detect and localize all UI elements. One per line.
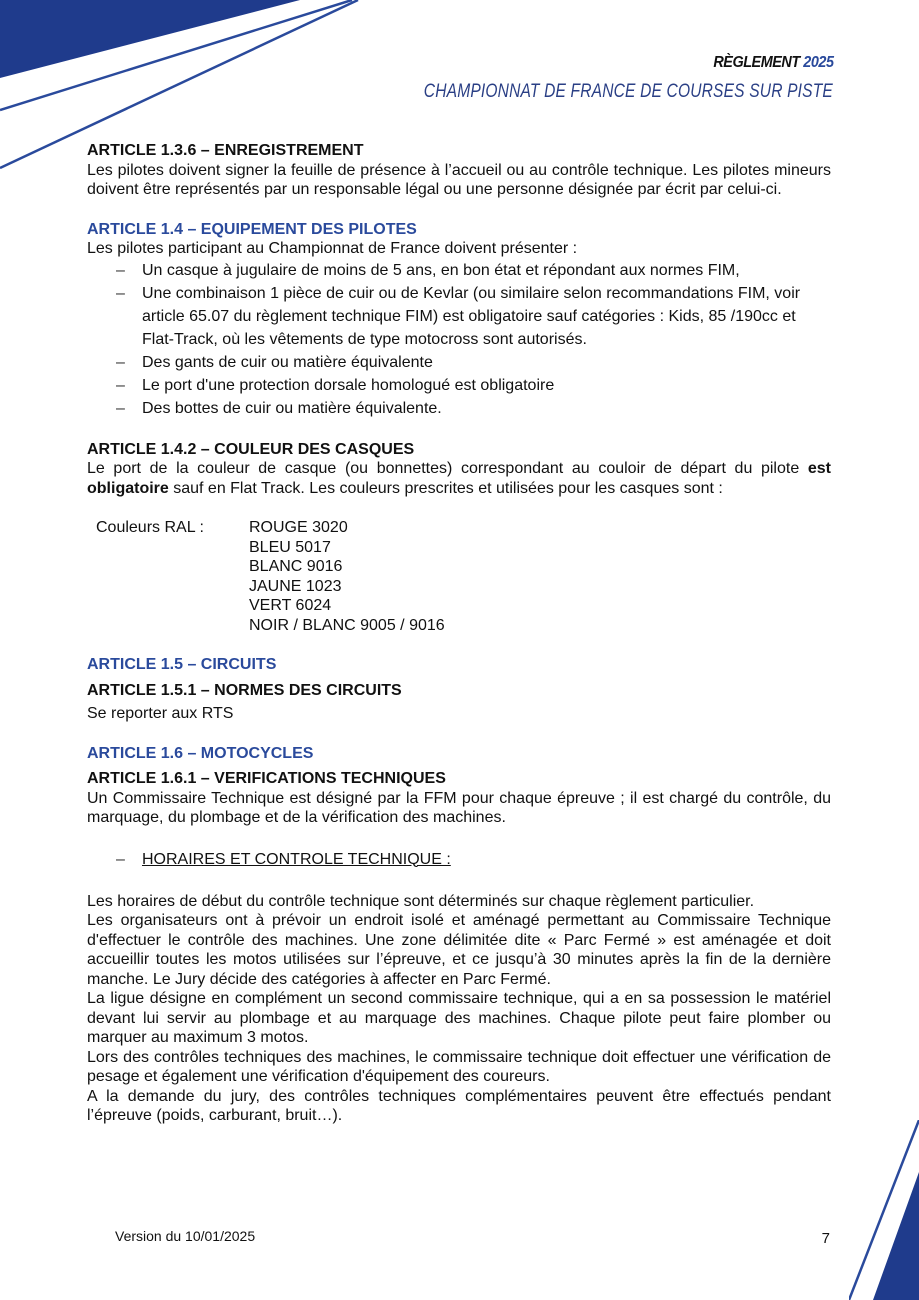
ral-value: BLEU 5017 (249, 538, 331, 556)
list-item: – Des gants de cuir ou matière équivalente (142, 351, 831, 374)
ral-value: VERT 6024 (249, 597, 332, 614)
paragraph: A la demande du jury, des contrôles techniques complémentaires peuvent être effectués pendant l’épreuve (poids, carburant, bruit…). (87, 1087, 831, 1124)
list-item: – Une combinaison 1 pièce de cuir ou de Kevlar (ou similaire selon recommandations FIM, voir article 65.07 du règlement technique FIM) est obligatoire sauf catégories : Kids, 85 /190cc et Flat-Track, où les vêtements de type motocross sont autorisés. (142, 282, 831, 351)
ral-values (249, 518, 445, 635)
ral-label: Couleurs RAL : (96, 519, 204, 536)
article-1-5-title: ARTICLE 1.5 – CIRCUITS (87, 656, 277, 673)
article-1-3-6-text: Les pilotes doivent signer la feuille de présence à l’accueil ou au contrôle technique. Les pilotes mineurs doivent être représentés par un responsable légal ou une personne désignée par écrit par celui-ci. (87, 161, 831, 198)
ral-value: BLANC 9016 (249, 558, 343, 575)
ral-value: ROUGE 3020 (249, 519, 348, 536)
header-subtitle: CHAMPIONNAT DE FRANCE DE COURSES SUR PISTE (423, 81, 833, 102)
text-segment: sauf en Flat Track. Les couleurs prescrites et utilisées pour les casques sont : (168, 479, 723, 497)
article-1-5-1-text: Se reporter aux RTS (87, 705, 234, 722)
text-emphasis: est obligatoire (87, 460, 831, 497)
list-item (142, 848, 831, 871)
horaires-heading: HORAIRES ET CONTROLE TECHNIQUE : (142, 850, 451, 868)
equipment-list (87, 259, 831, 420)
article-1-6-title: ARTICLE 1.6 – MOTOCYCLES (87, 744, 314, 762)
article-1-6-1-text: Un Commissaire Technique est désigné par la FFM pour chaque épreuve ; il est chargé du contrôle, du marquage, du plombage et de la vérification des machines. (87, 789, 831, 826)
article-1-6-1-title: ARTICLE 1.6.1 – VERIFICATIONS TECHNIQUES (87, 770, 446, 787)
list-item: – Des bottes de cuir ou matière équivalente. (142, 397, 831, 420)
article-1-4-2-text (87, 459, 831, 498)
article-1-5-1-title: ARTICLE 1.5.1 – NORMES DES CIRCUITS (87, 681, 402, 699)
header-title-year: 2025 (802, 54, 833, 71)
ral-value: JAUNE 1023 (249, 577, 342, 595)
footer-decoration (849, 1120, 919, 1300)
ral-colors (96, 518, 831, 635)
article-1-3-6-title: ARTICLE 1.3.6 – ENREGISTREMENT (87, 142, 364, 159)
paragraph: Les organisateurs ont à prévoir un endroit isolé et aménagé permettant au Commissaire Technique d'effectuer le contrôle des machines. Une zone délimitée dite « Parc Fermé » est aménagée et doit accueillir toutes les motos utilisées sur l’épreuve, et ce jusqu’à 30 minutes après la fin de la dernière manche. Le Jury décide des catégories à affecter en Parc Fermé. (87, 912, 831, 988)
footer-version: Version du 10/01/2025 (115, 1228, 256, 1244)
horaires-list (87, 848, 831, 871)
paragraph: Lors des contrôles techniques des machines, le commissaire technique doit effectuer une vérification de pesage et également une vérification d'équipement des coureurs. (87, 1048, 831, 1085)
header-title-main: RÈGLEMENT (712, 54, 800, 71)
ral-value: NOIR / BLANC 9005 / 9016 (249, 616, 445, 634)
paragraph: Les horaires de début du contrôle technique sont déterminés sur chaque règlement particulier. (87, 892, 755, 910)
article-1-4-title: ARTICLE 1.4 – EQUIPEMENT DES PILOTES (87, 220, 417, 238)
header-title (713, 53, 833, 73)
list-item: – Le port d'une protection dorsale homologué est obligatoire (142, 374, 831, 397)
paragraph: La ligue désigne en complément un second commissaire technique, qui a en sa possession le matériel devant lui servir au plombage et au marquage des machines. Chaque pilote peut faire plomber ou marquer au maximum 3 motos. (87, 990, 831, 1046)
page-content (87, 141, 831, 1126)
article-1-4-2-title: ARTICLE 1.4.2 – COULEUR DES CASQUES (87, 440, 415, 458)
list-item: – Un casque à jugulaire de moins de 5 ans, en bon état et répondant aux normes FIM, (142, 259, 831, 282)
text-segment: Le port de la couleur de casque (ou bonnettes) correspondant au couloir de départ du pilote (87, 460, 808, 477)
page-number: 7 (821, 1230, 830, 1247)
article-1-4-intro: Les pilotes participant au Championnat de France doivent présenter : (87, 240, 578, 257)
